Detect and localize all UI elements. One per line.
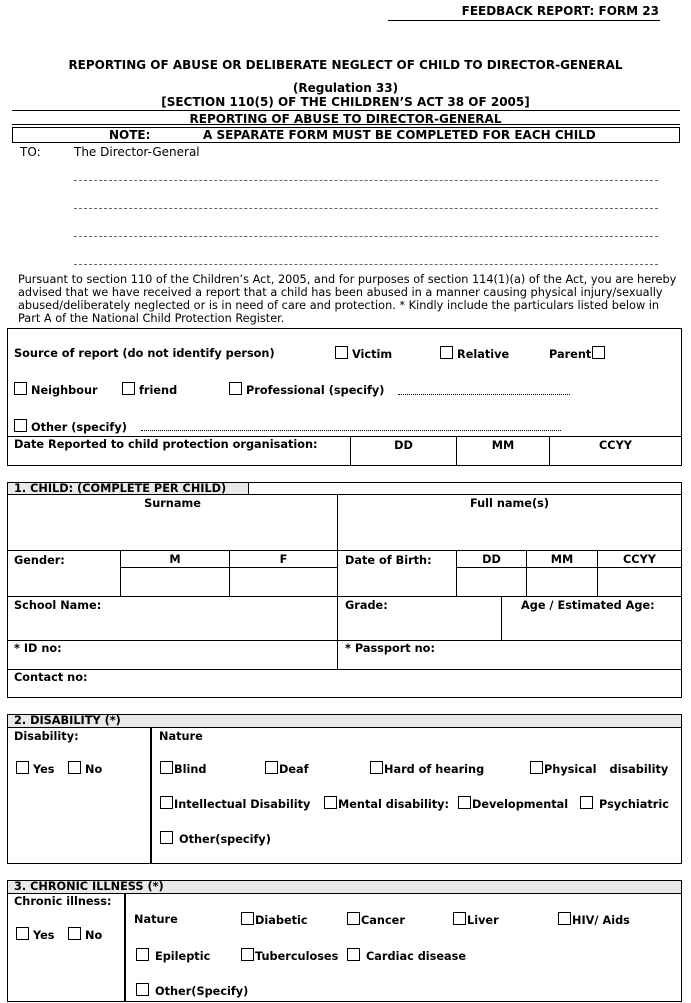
- dob-cell: Date of Birth:: [337, 550, 457, 597]
- note-label: NOTE:: [109, 128, 151, 142]
- disability-label: Disability:: [14, 730, 79, 743]
- dob-dd-header: DD: [456, 550, 527, 568]
- tuberculoses-option[interactable]: Tuberculoses: [241, 948, 338, 963]
- checkbox-icon: [370, 761, 383, 774]
- hard-of-hearing-option[interactable]: Hard of hearing: [370, 761, 484, 776]
- checkbox-icon: [136, 983, 149, 996]
- disability-other-option[interactable]: Other(specify): [160, 831, 271, 846]
- address-line[interactable]: [74, 180, 658, 181]
- address-line[interactable]: [74, 208, 658, 209]
- checkbox-icon: [347, 948, 360, 961]
- checkbox-icon: [265, 761, 278, 774]
- gender-m-header: M: [120, 550, 230, 568]
- rule: [12, 110, 680, 111]
- age-cell[interactable]: Age / Estimated Age:: [501, 596, 682, 641]
- date-mm-cell[interactable]: MM: [456, 436, 550, 466]
- id-no-cell[interactable]: * ID no:: [7, 640, 338, 670]
- chronic-heading-box: [7, 880, 682, 894]
- epileptic-option[interactable]: Epileptic: [136, 948, 210, 963]
- chronic-no-option[interactable]: No: [68, 927, 102, 942]
- friend-option[interactable]: friend: [122, 382, 177, 397]
- victim-option[interactable]: Victim: [335, 346, 392, 361]
- checkbox-icon: [160, 831, 173, 844]
- parent-option[interactable]: Parent: [549, 346, 609, 361]
- address-line[interactable]: [74, 264, 658, 265]
- contact-no-cell[interactable]: Contact no:: [7, 669, 682, 698]
- diabetic-option[interactable]: Diabetic: [241, 912, 308, 927]
- checkbox-icon: [122, 382, 135, 395]
- passport-no-cell[interactable]: * Passport no:: [337, 640, 682, 670]
- physical-disability-option[interactable]: Physical disability: [530, 761, 668, 776]
- child-heading: 1. CHILD: (COMPLETE PER CHILD): [14, 482, 227, 495]
- checkbox-icon: [160, 761, 173, 774]
- chronic-nature-label: Nature: [134, 913, 178, 926]
- disability-no-option[interactable]: No: [68, 761, 102, 776]
- source-label: Source of report (do not identify person): [14, 347, 275, 360]
- neighbour-option[interactable]: Neighbour: [14, 382, 98, 397]
- checkbox-icon: [16, 927, 29, 940]
- cancer-option[interactable]: Cancer: [347, 912, 405, 927]
- disability-heading-box: [7, 714, 682, 728]
- checkbox-icon: [324, 796, 337, 809]
- disability-nature-label: Nature: [159, 730, 203, 743]
- dob-mm-cell[interactable]: [526, 567, 598, 597]
- checkbox-icon: [16, 761, 29, 774]
- grade-cell[interactable]: Grade:: [337, 596, 502, 641]
- note-text: A SEPARATE FORM MUST BE COMPLETED FOR EACH CHILD: [203, 128, 596, 142]
- professional-specify-line[interactable]: [398, 394, 570, 395]
- gender-cell: Gender:: [7, 550, 121, 597]
- dob-mm-header: MM: [526, 550, 598, 568]
- checkbox-icon: [14, 419, 27, 432]
- chronic-heading: 3. CHRONIC ILLNESS (*): [14, 880, 164, 893]
- cardiac-disease-option[interactable]: Cardiac disease: [347, 948, 466, 963]
- disability-yes-option[interactable]: Yes: [16, 761, 55, 776]
- checkbox-icon: [68, 761, 81, 774]
- checkbox-icon: [14, 382, 27, 395]
- dob-ccyy-cell[interactable]: [597, 567, 682, 597]
- chronic-other-option[interactable]: Other(Specify): [136, 983, 248, 998]
- checkbox-icon: [229, 382, 242, 395]
- date-reported-label: Date Reported to child protection organisation:: [14, 438, 318, 451]
- gender-f-cell[interactable]: [229, 567, 338, 597]
- dob-dd-cell[interactable]: [456, 567, 527, 597]
- section-title: [SECTION 110(5) OF THE CHILDREN’S ACT 38 OF 2005]: [161, 95, 530, 109]
- form-number: FEEDBACK REPORT: FORM 23: [461, 4, 659, 18]
- regulation-title: (Regulation 33): [292, 81, 399, 95]
- relative-option[interactable]: Relative: [440, 346, 509, 361]
- checkbox-icon: [241, 948, 254, 961]
- professional-option[interactable]: Professional (specify): [229, 382, 384, 397]
- checkbox-icon: [241, 912, 254, 925]
- date-dd-cell[interactable]: DD: [350, 436, 457, 466]
- disability-heading: 2. DISABILITY (*): [14, 714, 121, 727]
- intellectual-disability-option[interactable]: Intellectual Disability: [160, 796, 310, 811]
- address-line[interactable]: [74, 236, 658, 237]
- checkbox-icon: [440, 346, 453, 359]
- to-value: The Director-General: [74, 145, 200, 159]
- dob-ccyy-header: CCYY: [597, 550, 682, 568]
- checkbox-icon: [580, 796, 593, 809]
- checkbox-icon: [558, 912, 571, 925]
- deaf-option[interactable]: Deaf: [265, 761, 309, 776]
- checkbox-icon: [453, 912, 466, 925]
- rule: [12, 124, 680, 125]
- blind-option[interactable]: Blind: [160, 761, 206, 776]
- disability-section: [7, 714, 682, 864]
- school-name-cell[interactable]: School Name:: [7, 596, 338, 641]
- header-rule: [388, 20, 660, 21]
- fullnames-cell[interactable]: Full name(s): [337, 494, 682, 551]
- instruction-paragraph: Pursuant to section 110 of the Children’s Act, 2005, and for purposes of section 114(1)(a) of the Act, you are hereby advised that we have received a report that a child has been abused in a manner causing physical injury/sexually abused/deliberately neglected or is in need of care and protection. * Kindly include the particulars listed below in Part A of the National Child Protection Register.: [18, 273, 677, 325]
- sub-title: REPORTING OF ABUSE TO DIRECTOR-GENERAL: [189, 112, 502, 126]
- note-box: [12, 127, 680, 143]
- chronic-yes-option[interactable]: Yes: [16, 927, 55, 942]
- mental-disability-option[interactable]: Mental disability:: [324, 796, 449, 811]
- checkbox-icon: [530, 761, 543, 774]
- developmental-option[interactable]: Developmental: [458, 796, 568, 811]
- chronic-divider: [124, 893, 126, 1002]
- checkbox-icon: [160, 796, 173, 809]
- psychiatric-option[interactable]: Psychiatric: [580, 796, 669, 811]
- other-option[interactable]: Other (specify): [14, 419, 127, 434]
- chronic-label: Chronic illness:: [14, 895, 112, 908]
- gender-f-header: F: [229, 550, 338, 568]
- checkbox-icon: [592, 346, 605, 359]
- gender-m-cell[interactable]: [120, 567, 230, 597]
- to-label: TO:: [20, 145, 41, 159]
- date-ccyy-cell[interactable]: CCYY: [549, 436, 682, 466]
- disability-divider: [150, 727, 152, 864]
- checkbox-icon: [458, 796, 471, 809]
- checkbox-icon: [335, 346, 348, 359]
- main-title: REPORTING OF ABUSE OR DELIBERATE NEGLECT OF CHILD TO DIRECTOR-GENERAL: [68, 58, 623, 72]
- other-specify-line[interactable]: [141, 430, 561, 431]
- liver-option[interactable]: Liver: [453, 912, 499, 927]
- checkbox-icon: [136, 948, 149, 961]
- surname-cell[interactable]: Surname: [7, 494, 338, 551]
- checkbox-icon: [68, 927, 81, 940]
- hiv-aids-option[interactable]: HIV/ Aids: [558, 912, 630, 927]
- checkbox-icon: [347, 912, 360, 925]
